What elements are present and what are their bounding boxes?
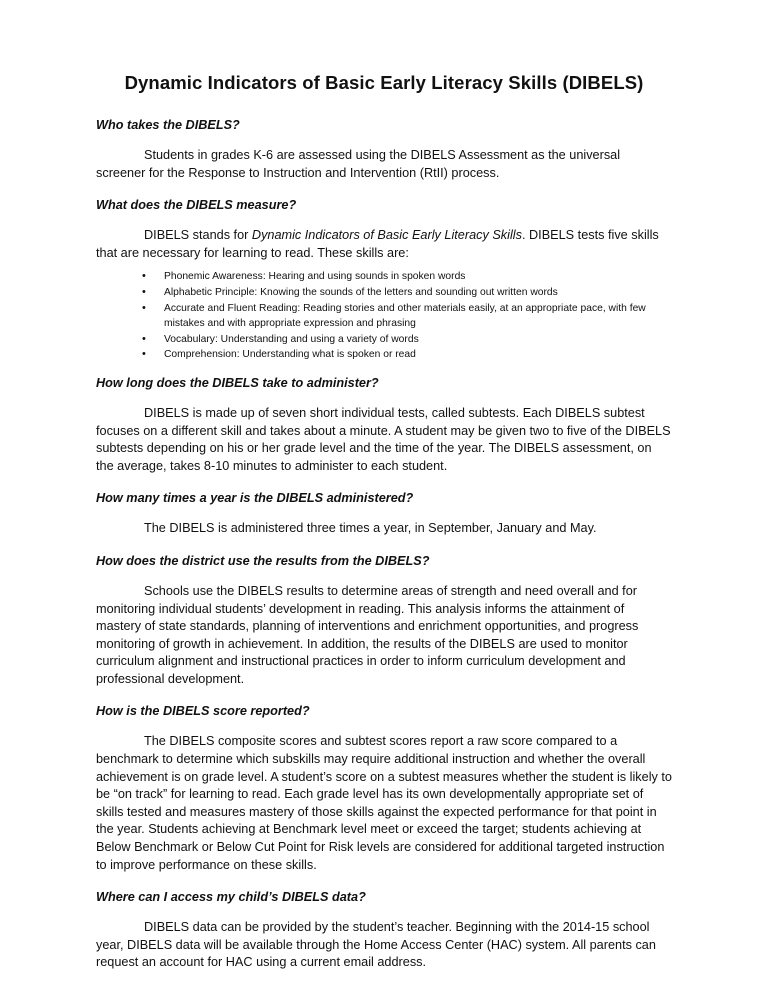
list-item-text: Vocabulary: Understanding and using a variety of words [164,333,419,345]
bullet-icon: • [142,301,146,314]
section-question: Where can I access my child’s DIBELS data? [96,890,366,905]
section-paragraph [96,227,672,262]
section-question: How is the DIBELS score reported? [96,704,310,719]
section-how-many-times [96,490,672,538]
bullet-icon: • [142,332,146,345]
list-item-text: Alphabetic Principle: Knowing the sounds of the letters and sounding out written words [164,286,558,298]
section-paragraph: DIBELS is made up of seven short individual tests, called subtests. Each DIBELS subtest focuses on a different skill and takes about a minute. A student may be given two to five of the DIBELS subtests depending on his or her grade level and the time of the year. The DIBELS assessment, on the average, takes 8-10 minutes to administer to each student. [96,405,671,473]
list-item-text: Accurate and Fluent Reading: Reading stories and other materials easily, at an appropriate pace, with few mistakes and with appropriate expression and phrasing [164,302,646,330]
skills-list [96,269,672,363]
section-paragraph: Students in grades K-6 are assessed using the DIBELS Assessment as the universal screener for the Response to Instruction and Intervention (RtII) process. [96,148,621,180]
section-score-reported [96,703,672,874]
list-item-text: Phonemic Awareness: Hearing and using sounds in spoken words [164,271,466,283]
bullet-icon: • [142,285,146,298]
list-item [142,285,672,301]
section-access-data [96,889,672,972]
section-district-use [96,553,672,689]
list-item [142,332,672,348]
paragraph-text: DIBELS stands for [144,228,252,243]
section-question: Who takes the DIBELS? [96,118,240,132]
paragraph-italic-text: Dynamic Indicators of Basic Early Literacy Skills [251,228,522,243]
section-paragraph: The DIBELS composite scores and subtest scores report a raw score compared to a benchmark to determine which subskills may require additional instruction and whether the overall achievement is on grade level. A student’s score on a subtest measures whether the student is likely to be “on track” for learning to read. Each grade level has its own developmentally appropriate set of skills tested and measures mastery of those skills against the expected performance for that point in the year. Students achieving at Benchmark level meet or exceed the target; students achieving at Below Benchmark or Below Cut Point for Risk levels are considered for additional targeted instruction to improve performance on these skills. [96,734,672,872]
paragraph-text: . DIBELS tests five skills that are necessary for learning to read. These skills are: [96,228,659,260]
section-paragraph: The DIBELS is administered three times a year, in September, January and May. [144,521,597,536]
section-question: How long does the DIBELS take to administer? [96,375,379,390]
list-item [142,301,672,332]
bullet-icon: • [142,348,146,361]
list-item [142,347,672,363]
section-paragraph: Schools use the DIBELS results to determine areas of strength and need overall and for monitoring individual students’ development in reading. This analysis informs the attainment of mastery of state standards, planning of interventions and enrichment opportunities, and progress monitoring of growth in achievement. In addition, the results of the DIBELS are used to monitor curriculum alignment and instructional practices in order to inform curriculum development and professional development. [96,583,639,686]
section-who-takes [96,117,672,182]
section-question: What does the DIBELS measure? [96,198,297,213]
section-question: How does the district use the results from the DIBELS? [96,553,430,568]
section-what-measure [96,197,672,363]
list-item [142,269,672,285]
section-how-long [96,375,672,475]
list-item-text: Comprehension: Understanding what is spoken or read [164,349,416,361]
section-question: How many times a year is the DIBELS administered? [96,491,414,506]
bullet-icon: • [142,270,146,283]
document-title: Dynamic Indicators of Basic Early Literacy Skills (DIBELS) [124,72,644,93]
section-paragraph: DIBELS data can be provided by the student’s teacher. Beginning with the 2014-15 school year, DIBELS data will be available through the Home Access Center (HAC) system. All parents can request an account for HAC using a current email address. [96,920,656,970]
